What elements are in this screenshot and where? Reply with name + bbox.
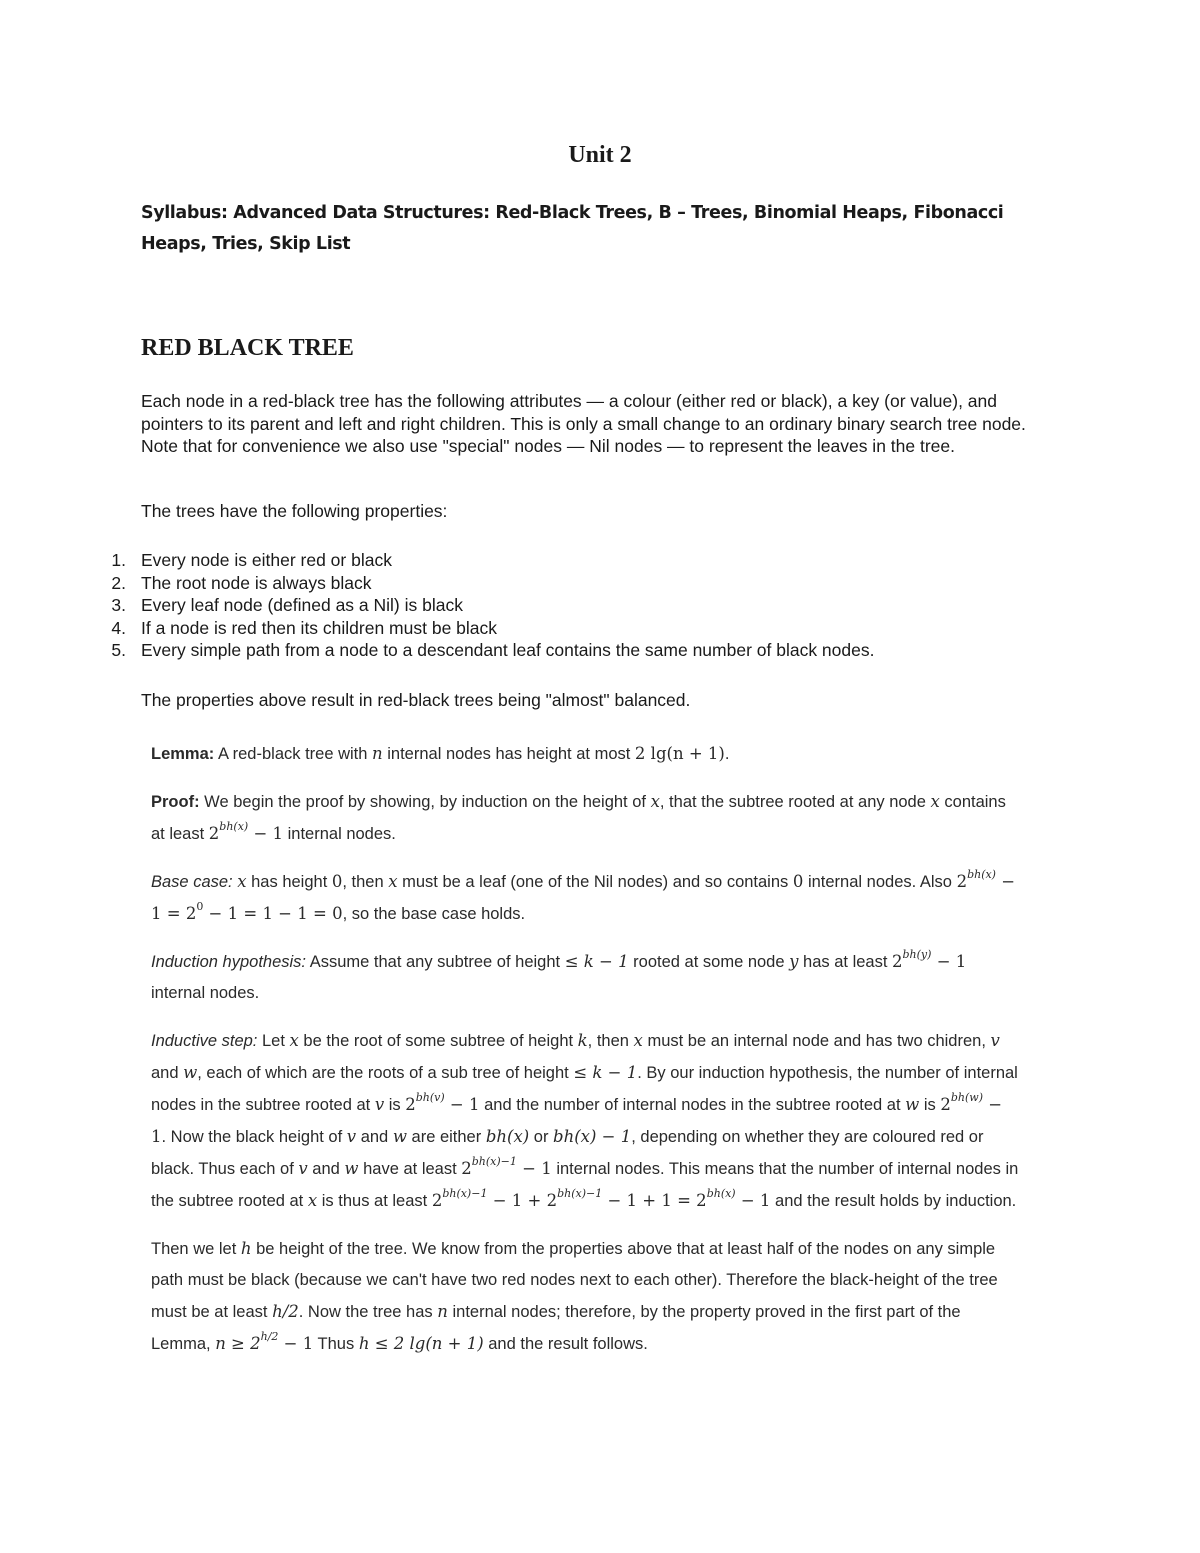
math-expr: bh(x): [485, 1127, 530, 1146]
math-expr: 2: [208, 824, 220, 843]
math-expr: 2: [431, 1191, 443, 1210]
lemma-label: Lemma:: [151, 745, 215, 763]
text-run: and: [307, 1160, 345, 1178]
list-item: [0, 639, 1100, 662]
math-expr: − 1 + 1 = 2: [602, 1191, 707, 1210]
list-item-text: If a node is red then its children must be black: [141, 617, 498, 638]
text-run: internal nodes; therefore, by the property proved in the first part of the Lemma,: [151, 1303, 961, 1353]
math-expr: 2: [405, 1095, 416, 1114]
math-expr: x: [289, 1031, 299, 1050]
math-expr: w: [392, 1127, 407, 1146]
math-exponent: bh(v): [415, 1091, 445, 1104]
math-expr: 2 lg(n + 1): [634, 744, 725, 763]
text-run: . Now the black height of: [161, 1128, 347, 1146]
proof-label: Proof:: [151, 793, 200, 811]
text-run: must be an internal node and has two chidren,: [642, 1032, 991, 1050]
math-expr: k: [577, 1031, 588, 1050]
text-run: internal nodes. This means that the number of internal nodes in the subtree rooted at: [151, 1160, 1019, 1210]
unit-title: Unit 2: [568, 142, 632, 168]
list-item: [0, 594, 1100, 617]
math-expr: − 1: [931, 952, 967, 971]
math-expr: y: [789, 952, 799, 971]
math-expr: w: [183, 1063, 198, 1082]
math-expr: h/2: [272, 1302, 299, 1321]
text-run: internal nodes.: [283, 825, 396, 843]
math-exponent: bh(y): [902, 948, 932, 961]
conclusion-paragraph: [151, 1233, 1021, 1360]
section-title: RED BLACK TREE: [141, 335, 354, 361]
math-exponent: bh(x)−1: [557, 1187, 603, 1200]
text-run: , so the base case holds.: [342, 905, 526, 923]
proof-block: [151, 738, 1021, 1376]
math-expr: 0: [331, 872, 343, 891]
text-run: internal nodes.: [151, 984, 260, 1002]
list-item-number: 3.: [111, 595, 126, 616]
text-run: be height of the tree. We know from the properties above that at least half of the nodes on any simple path must be black (because we can't have two red nodes next to each other). Therefore the black-height of the tree must be at least: [151, 1240, 998, 1321]
math-expr: w: [344, 1159, 359, 1178]
math-expr: n ≥ 2: [215, 1334, 261, 1353]
math-expr: 0: [792, 872, 804, 891]
properties-summary: The properties above result in red-black trees being "almost" balanced.: [141, 690, 691, 710]
math-exponent: 0: [196, 900, 204, 913]
math-expr: − 1: [735, 1191, 771, 1210]
math-exponent: bh(x)−1: [442, 1187, 488, 1200]
list-item-number: 1.: [111, 550, 126, 570]
text-run: have at least: [358, 1160, 462, 1178]
list-item-text: Every node is either red or black: [141, 550, 392, 570]
math-expr: − 1: [151, 1095, 1003, 1146]
math-expr: − 1: [278, 1334, 314, 1353]
math-expr: w: [905, 1095, 920, 1114]
list-item-number: 5.: [111, 640, 126, 661]
text-run: rooted at some node: [628, 953, 790, 971]
text-run: is: [919, 1096, 941, 1114]
text-run: Thus: [313, 1335, 359, 1353]
text-run: , that the subtree rooted at any node: [659, 793, 931, 811]
math-expr: − 1: [444, 1095, 480, 1114]
list-item: [0, 549, 1100, 572]
text-run: Then we let: [151, 1240, 241, 1258]
text-run: internal nodes. Also: [803, 873, 957, 891]
text-run: contains at least: [151, 793, 1006, 843]
text-run: , depending on whether they are coloured red or black. Thus each of: [151, 1128, 984, 1178]
text-run: and the result holds by induction.: [770, 1192, 1017, 1210]
math-expr: − 1: [516, 1159, 552, 1178]
text-run: are either: [406, 1128, 486, 1146]
text-run: , each of which are the roots of a sub tree of height: [197, 1064, 574, 1082]
math-expr: n: [437, 1302, 448, 1321]
math-expr: − 1 = 1 − 1 = 0: [203, 904, 343, 923]
text-run: . By our induction hypothesis, the number of internal nodes in the subtree rooted at: [151, 1064, 1018, 1114]
hypothesis-paragraph: [151, 946, 1021, 1009]
syllabus-line: Syllabus: Advanced Data Structures: Red-Black Trees, B – Trees, Binomial Heaps, Fibonacci Heaps, Tries, Skip List: [141, 203, 1004, 254]
text-run: internal nodes has height at most: [382, 745, 635, 763]
text-run: Let: [257, 1032, 290, 1050]
math-expr: ≤ k − 1: [564, 952, 629, 971]
proof-paragraph: [151, 786, 1021, 850]
math-expr: h ≤ 2 lg(n + 1): [358, 1334, 484, 1353]
text-run: is: [384, 1096, 406, 1114]
math-expr: x: [633, 1031, 643, 1050]
hypothesis-label: Induction hypothesis:: [151, 953, 307, 971]
math-exponent: bh(x)−1: [471, 1155, 517, 1168]
math-expr: − 1 + 2: [487, 1191, 558, 1210]
text-run: has at least: [798, 953, 893, 971]
text-run: and: [356, 1128, 393, 1146]
text-run: or: [529, 1128, 554, 1146]
properties-list: [0, 549, 1100, 662]
math-expr: 2: [940, 1095, 951, 1114]
text-run: A red-black tree with: [214, 745, 373, 763]
math-expr: v: [346, 1127, 357, 1146]
text-run: Assume that any subtree of height: [306, 953, 565, 971]
text-run: , then: [342, 873, 389, 891]
math-expr: 2: [956, 872, 968, 891]
text-run: be the root of some subtree of height: [298, 1032, 578, 1050]
text-run: . Now the tree has: [298, 1303, 438, 1321]
math-expr: x: [650, 792, 660, 811]
math-exponent: bh(w): [950, 1091, 983, 1104]
inductive-step-label: Inductive step:: [151, 1032, 258, 1050]
list-item-text: Every simple path from a node to a descendant leaf contains the same number of black nodes.: [141, 640, 875, 661]
math-expr: 2: [892, 952, 903, 971]
math-expr: x: [237, 872, 247, 891]
list-item: [0, 572, 1100, 595]
math-expr: − 1 = 2: [151, 872, 1016, 923]
lemma-statement: [151, 738, 1021, 770]
text-run: has height: [246, 873, 332, 891]
math-expr: bh(x) − 1: [553, 1127, 632, 1146]
math-expr: x: [388, 872, 398, 891]
list-item-number: 2.: [111, 572, 126, 593]
math-exponent: bh(x): [219, 820, 249, 833]
text-run: and the number of internal nodes in the subtree rooted at: [479, 1096, 906, 1114]
math-expr: 2: [461, 1159, 472, 1178]
math-expr: x: [930, 792, 940, 811]
math-exponent: h/2: [260, 1330, 279, 1343]
base-case-label: Base case:: [151, 873, 233, 891]
math-expr: x: [307, 1191, 318, 1210]
list-item-number: 4.: [111, 617, 126, 638]
text-run: .: [724, 745, 730, 763]
list-item-text: Every leaf node (defined as a Nil) is black: [141, 595, 463, 616]
math-expr: − 1: [248, 824, 284, 843]
math-expr: v: [298, 1159, 308, 1178]
math-exponent: bh(x): [706, 1187, 736, 1200]
math-expr: v: [990, 1031, 1000, 1050]
text-run: and the result follows.: [483, 1335, 648, 1353]
math-expr: h: [240, 1239, 252, 1258]
text-run: , then: [587, 1032, 634, 1050]
text-run: must be a leaf (one of the Nil nodes) and so contains: [397, 873, 793, 891]
base-case-paragraph: [151, 866, 1021, 930]
properties-intro: The trees have the following properties:: [141, 501, 448, 521]
text-run: and: [151, 1064, 184, 1082]
math-exponent: bh(x): [967, 868, 996, 881]
inductive-step-paragraph: [151, 1025, 1021, 1217]
math-expr: n: [372, 744, 383, 763]
intro-paragraph: Each node in a red-black tree has the following attributes — a colour (either red or black), a key (or value), and pointers to its parent and left and right children. This is only a small change to an ordinary binary search tree node. Note that for convenience we also use "special" nodes — Nil nodes — to represent the leaves in the tree.: [141, 391, 1026, 456]
list-item: [0, 617, 1100, 640]
text-run: is thus at least: [317, 1192, 432, 1210]
list-item-text: The root node is always black: [141, 572, 372, 593]
text-run: We begin the proof by showing, by induction on the height of: [199, 793, 651, 811]
math-expr: ≤ k − 1: [573, 1063, 638, 1082]
math-expr: v: [374, 1095, 385, 1114]
